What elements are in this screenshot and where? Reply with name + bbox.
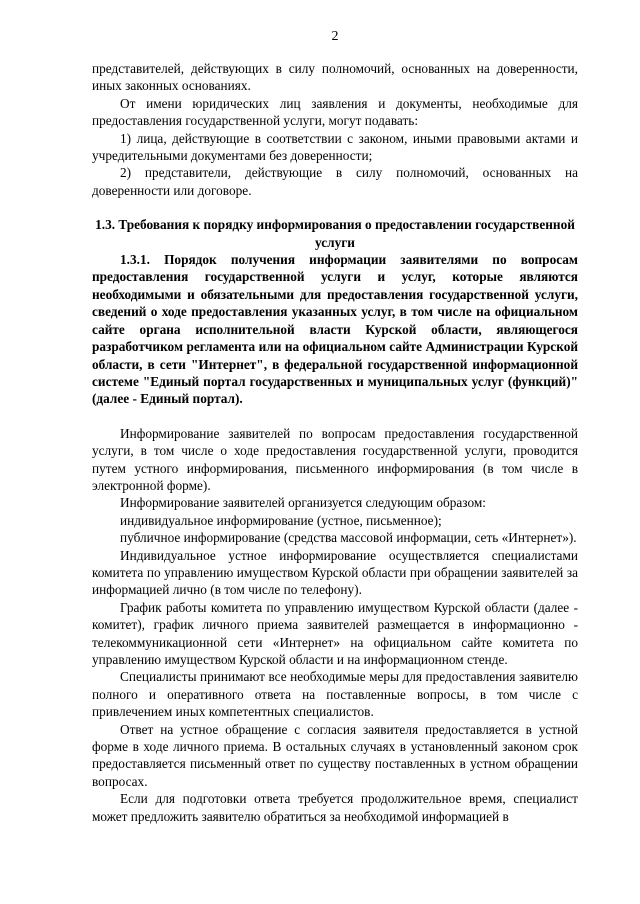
paragraph-legal-entities: От имени юридических лиц заявления и документы, необходимые для предоставления государственной услуги, могут подавать: bbox=[92, 95, 578, 129]
paragraph-individual: индивидуальное информирование (устное, письменное); bbox=[120, 512, 442, 528]
list-item-2: 2) представители, действующие в силу полномочий, основанных на доверенности или договоре. bbox=[92, 165, 578, 198]
paragraph-informing: Информирование заявителей по вопросам предоставления государственной услуги, в том числе о ходе предоставления государственной услуги, проводится путем устного информирования, письменного информирования (в том числе в электронной форме). bbox=[92, 425, 578, 493]
paragraph-schedule: График работы комитета по управлению имуществом Курской области (далее - комитет), график личного приема заявителей размещается в информационно - телекоммуникационной сети «Интернет» на официальном сайте комитета по управлению имуществом Курской области и на информационном стенде. bbox=[92, 599, 578, 667]
subsection-heading: 1.3.1. Порядок получения информации заявителями по вопросам предоставления государственной услуги и услуг, которые являются необходимыми и обязательными для предоставления государственной услуги, сведений о ходе предоставления указанных услуг, в том числе на официальном сайте органа исполнительной власти Курской области, являющегося разработчиком регламента или на официальном сайте Администрации Курской области, в сети "Интернет", в федеральной государственной информационной системе "Единый портал государственных и муниципальных услуг (функций)" (далее - Единый портал). bbox=[92, 252, 578, 407]
paragraph-organized: Информирование заявителей организуется следующим образом: bbox=[120, 495, 486, 511]
paragraph-answer: Ответ на устное обращение с согласия заявителя предоставляется в устной форме в ходе личного приема. В остальных случаях в установленный законом срок предоставляется письменный ответ по существу поставленных в устном обращении вопросах. bbox=[92, 721, 578, 789]
spacer bbox=[92, 408, 578, 425]
paragraph-oral: Индивидуальное устное информирование осуществляется специалистами комитета по управлению имуществом Курской области при обращении заявителей за информацией лично (в том числе по телефону). bbox=[92, 547, 578, 598]
paragraph-representatives: представителей, действующих в силу полномочий, основанных на доверенности, иных законных основаниях. bbox=[92, 61, 578, 94]
paragraph-public: публичное информирование (средства массовой информации, сеть «Интернет»). bbox=[120, 530, 577, 546]
paragraph-specialists: Специалисты принимают все необходимые меры для предоставления заявителю полного и оперативного ответа на поставленные вопросы, в том числе с привлечением иных компетентных специалистов. bbox=[92, 669, 578, 720]
page-number: 2 bbox=[331, 29, 339, 44]
section-title: 1.3. Требования к порядку информирования о предоставлении государственной услуги bbox=[95, 217, 575, 250]
paragraph-long-time: Если для подготовки ответа требуется продолжительное время, специалист может предложить заявителю обратиться за необходимой информацией в bbox=[92, 791, 578, 824]
list-item-1: 1) лица, действующие в соответствии с законом, иными правовыми актами и учредительными документами без доверенности; bbox=[92, 130, 578, 164]
